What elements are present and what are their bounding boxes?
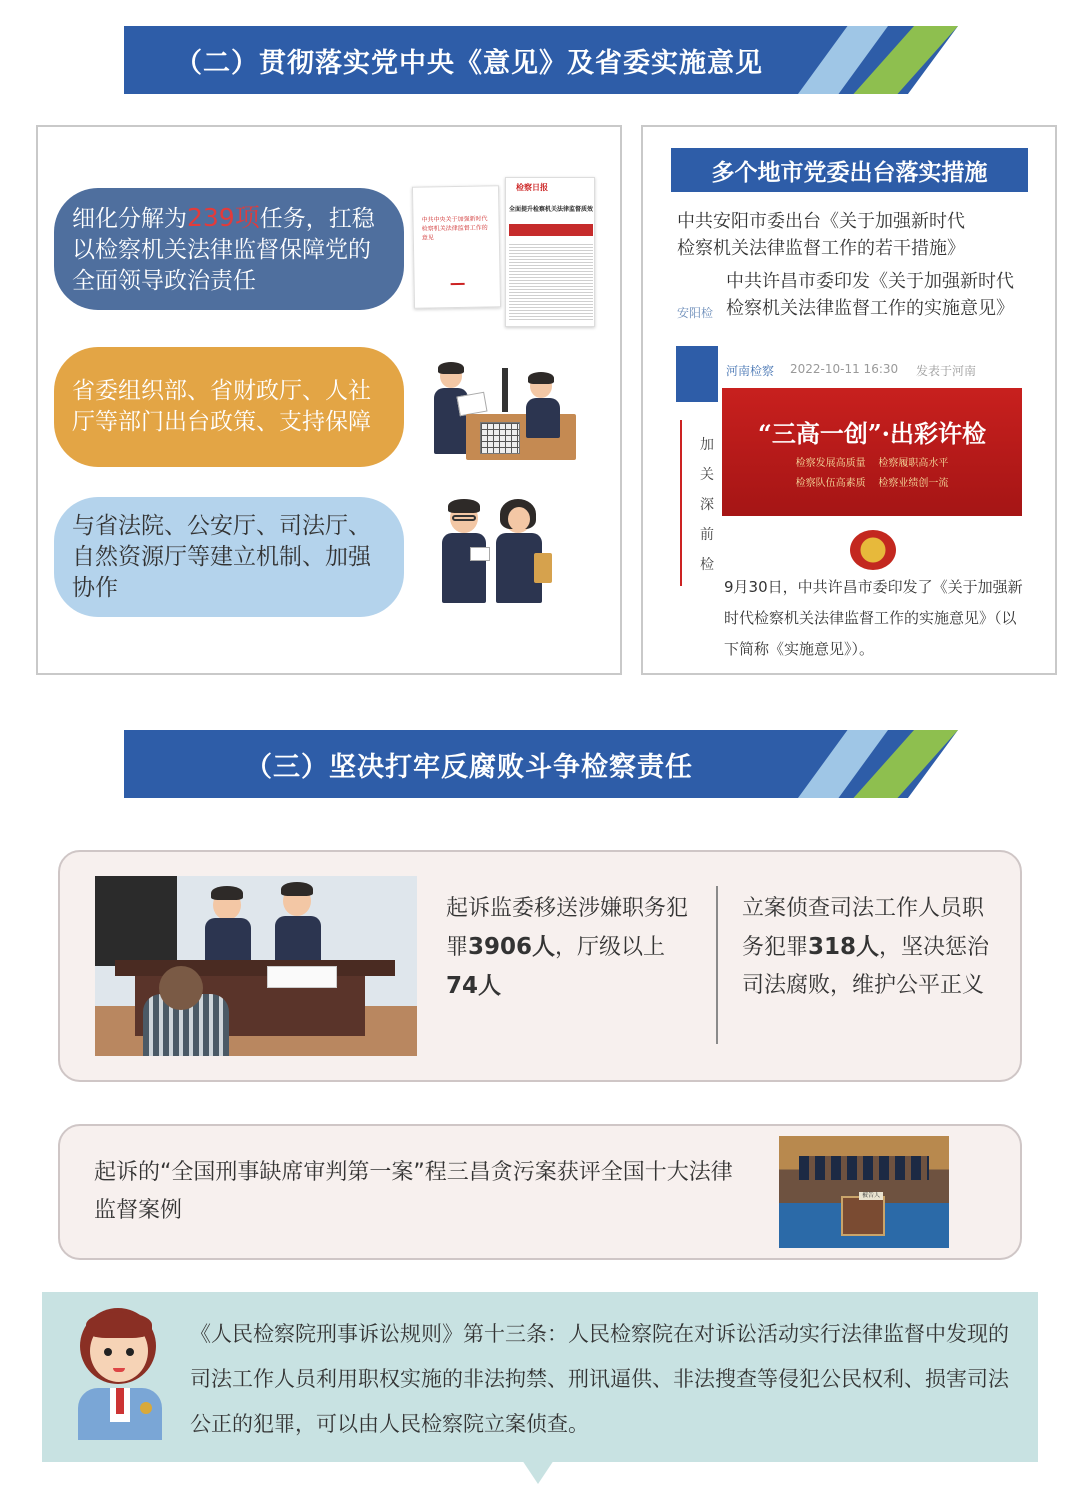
judicial-staff-crime-stat: 立案侦查司法工作人员职务犯罪318人，坚决惩治司法腐败，维护公平正义 [742, 896, 990, 998]
task-count: 239项 [187, 202, 260, 232]
section3-title: （三）坚决打牢反腐败斗争检察责任 [245, 751, 693, 783]
newspaper-clipping: 检察日报 全面提升检察机关法律监督质效 [505, 177, 595, 327]
section2-banner [124, 26, 958, 94]
landmark-case-text: 起诉的“全国刑事缺席审判第一案”程三昌贪污案获评全国十大法律监督案例 [94, 1160, 733, 1223]
local-measures-title: 多个地市党委出台落实措施 [671, 148, 1028, 192]
background-article-edge: 加 关 深 前 检 [680, 420, 720, 586]
anyang-thumbnail [676, 346, 722, 402]
stat-divider [716, 886, 718, 1044]
duty-crime-stat: 起诉监委移送涉嫌职务犯罪3906人，厅级以上74人 [446, 896, 689, 999]
courtroom-photo: 被告人 [779, 1136, 949, 1248]
prosecutors-illustration [440, 497, 570, 607]
prosecutor-avatar [70, 1302, 176, 1442]
article-origin: 发表于河南 [916, 364, 977, 378]
section2-title: （二）贯彻落实党中央《意见》及省委实施意见 [175, 47, 763, 79]
procuratorate-emblem-icon [850, 530, 896, 570]
section3-banner [124, 730, 958, 798]
coordination-pill: 与省法院、公安厅、司法厅、自然资源厅等建立机制、加强协作 [54, 497, 404, 617]
article-time: 2022-10-11 16:30 [790, 362, 899, 376]
interrogation-illustration [95, 876, 417, 1056]
opinion-document-cover: 中共中央关于加强新时代检察机关法律监督工作的意见 [412, 185, 501, 308]
task-breakdown-pill: 细化分解为239项任务，扛稳以检察机关法律监督保障党的全面领导政治责任 [54, 188, 404, 310]
departments-support-pill: 省委组织部、省财政厅、人社厅等部门出台政策、支持保障 [54, 347, 404, 467]
procedural-rule-text: 《人民检察院刑事诉讼规则》第十三条：人民检察院在对诉讼活动实行法律监督中发现的司法工作人员利用职权实施的非法拘禁、刑讯逼供、非法搜查等侵犯公民权利、损害司法公正的犯罪，可以由人民检察院立案侦查。 [190, 1322, 1009, 1436]
xuxu-slogan-banner: “三高一创”·出彩许检 检察发展高质量 检察履职高水平 检察队伍高素质 检察业绩创一流 [722, 388, 1022, 516]
xuchang-article-body: 9月30日，中共许昌市委印发了《关于加强新时代检察机关法律监督工作的实施意见》（以下简称《实施意见》）。 [724, 578, 1023, 658]
anyang-news-item: 中共安阳市委出台《关于加强新时代检察机关法律监督工作的若干措施》 [677, 211, 965, 259]
anyang-source: 安阳检 [677, 306, 714, 320]
article-source[interactable]: 河南检察 [726, 364, 775, 378]
xuchang-news-item: 中共许昌市委印发《关于加强新时代检察机关法律监督工作的实施意见》 [726, 271, 1014, 319]
office-workers-illustration [430, 362, 580, 462]
rule-pointer [522, 1460, 554, 1484]
